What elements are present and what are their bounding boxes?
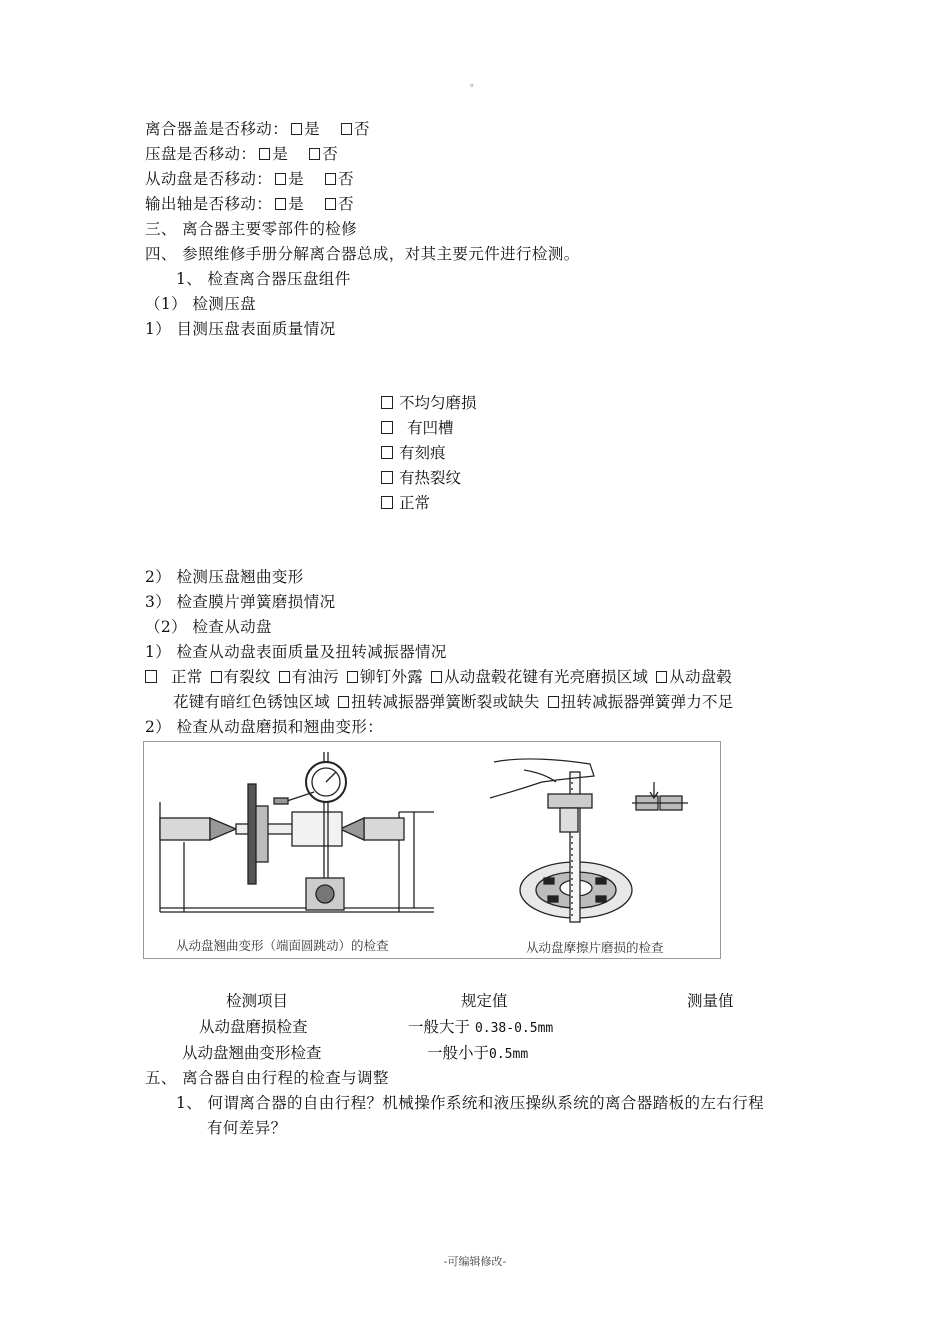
sub-2-1-text: 1） 检查从动盘表面质量及扭转减振器情况 <box>145 643 447 661</box>
checkbox[interactable] <box>145 670 157 683</box>
option-label: 扭转减振器弹簧断裂或缺失 <box>351 693 540 711</box>
no-label: 否 <box>322 145 339 163</box>
option-label: 有热裂纹 <box>399 469 462 487</box>
section-4-heading: 四、 参照维修手册分解离合器总成，对其主要元件进行检测。 <box>145 245 580 263</box>
question-1-line-2: 有何差异？ <box>207 1119 287 1137</box>
figure-caption-right: 从动盘摩擦片磨损的检查 <box>526 940 664 955</box>
inspection-figure <box>143 741 721 959</box>
status-line-pressure-plate <box>145 144 338 164</box>
sub-1-1-text: 1） 目测压盘表面质量情况 <box>145 320 336 338</box>
status-label: 从动盘是否移动： <box>145 170 273 188</box>
checkbox[interactable] <box>431 671 442 683</box>
checkbox[interactable] <box>381 396 393 409</box>
option-label: 有凹槽 <box>407 419 454 437</box>
no-label: 否 <box>354 120 370 138</box>
option-groove[interactable] <box>381 418 477 443</box>
disc-options-line-1 <box>145 667 732 687</box>
checkbox[interactable] <box>381 421 393 434</box>
checkbox[interactable] <box>381 496 393 509</box>
checkbox[interactable] <box>548 696 559 708</box>
sub-1-2-text: 2） 检测压盘翘曲变形 <box>145 568 304 586</box>
sub-1-3-text: 3） 检查膜片弹簧磨损情况 <box>145 593 336 611</box>
table-row-2-item: 从动盘翘曲变形检查 <box>182 1044 322 1062</box>
option-label: 正常 <box>171 668 203 686</box>
checkbox[interactable] <box>656 671 667 683</box>
spec-value: 0.38-0.5mm <box>474 1021 554 1036</box>
no-label: 否 <box>338 195 355 213</box>
checkbox-yes[interactable] <box>275 173 286 185</box>
status-line-output-shaft <box>145 194 354 214</box>
spec-value: 0.5mm <box>489 1047 529 1062</box>
section-3-heading: 三、 离合器主要零部件的检修 <box>145 220 358 238</box>
pressure-plate-options <box>381 393 477 518</box>
status-label: 输出轴是否移动： <box>145 195 273 213</box>
option-label: 从动盘毂 <box>669 668 733 686</box>
spec-prefix: 一般小于 <box>427 1044 490 1062</box>
checkbox-yes[interactable] <box>291 123 302 135</box>
checkbox-no[interactable] <box>325 198 336 210</box>
checkbox[interactable] <box>347 671 358 683</box>
status-line-cover <box>145 119 370 139</box>
option-label: 有裂纹 <box>223 668 271 686</box>
yes-label: 是 <box>304 120 321 138</box>
checkbox-no[interactable] <box>309 148 320 160</box>
disc-options-line-2 <box>173 692 733 712</box>
option-normal[interactable] <box>381 493 477 518</box>
option-label: 有油污 <box>291 668 339 686</box>
checkbox[interactable] <box>381 471 393 484</box>
checkbox[interactable] <box>381 446 393 459</box>
option-label: 不均匀磨损 <box>399 394 477 412</box>
table-row-1-spec <box>408 1017 553 1039</box>
spec-prefix: 一般大于 <box>408 1018 471 1036</box>
option-label: 从动盘毂花键有光亮磨损区域 <box>444 668 649 686</box>
figure-caption-left: 从动盘翘曲变形（端面圆跳动）的检查 <box>176 938 389 953</box>
checkbox-no[interactable] <box>325 173 336 185</box>
no-label: 否 <box>338 170 355 188</box>
checkbox[interactable] <box>211 671 222 683</box>
checkbox-yes[interactable] <box>259 148 270 160</box>
checkbox[interactable] <box>279 671 290 683</box>
yes-label: 是 <box>272 145 289 163</box>
table-header-item: 检测项目 <box>226 992 289 1010</box>
status-line-driven-disc <box>145 169 354 189</box>
sub-2-2-text: 2） 检查从动盘磨损和翘曲变形： <box>145 718 384 736</box>
status-label: 压盘是否移动： <box>145 145 257 163</box>
yes-label: 是 <box>288 195 305 213</box>
option-label: 正常 <box>399 494 431 512</box>
table-row-2-spec <box>427 1043 528 1065</box>
item-1-heading: 1、 检查离合器压盘组件 <box>176 270 351 288</box>
checkbox-yes[interactable] <box>275 198 286 210</box>
question-1-line-1: 1、 何谓离合器的自由行程？机械操作系统和液压操纵系统的离合器踏板的左右行程 <box>176 1094 764 1112</box>
table-header-measured: 测量值 <box>687 992 734 1010</box>
option-heat-crack[interactable] <box>381 468 477 493</box>
section-5-heading: 五、 离合器自由行程的检查与调整 <box>145 1069 389 1087</box>
status-label: 离合器盖是否移动： <box>145 120 289 138</box>
checkbox-no[interactable] <box>341 123 352 135</box>
header-mark: 。 <box>470 78 480 89</box>
table-row-1-item: 从动盘磨损检查 <box>199 1018 308 1036</box>
option-label: 扭转减振器弹簧弹力不足 <box>560 693 734 711</box>
option-label: 有刻痕 <box>399 444 446 462</box>
sub-2-heading: （2） 检查从动盘 <box>145 618 272 636</box>
yes-label: 是 <box>288 170 305 188</box>
inspection-illustration <box>144 742 720 958</box>
page-footer: -可编辑修改- <box>443 1255 507 1268</box>
table-header-spec: 规定值 <box>461 992 508 1010</box>
option-uneven-wear[interactable] <box>381 393 477 418</box>
sub-1-heading: （1） 检测压盘 <box>145 295 256 313</box>
option-label: 花键有暗红色锈蚀区域 <box>173 693 331 711</box>
option-scratch[interactable] <box>381 443 477 468</box>
option-label: 铆钉外露 <box>360 668 423 686</box>
checkbox[interactable] <box>338 696 349 708</box>
